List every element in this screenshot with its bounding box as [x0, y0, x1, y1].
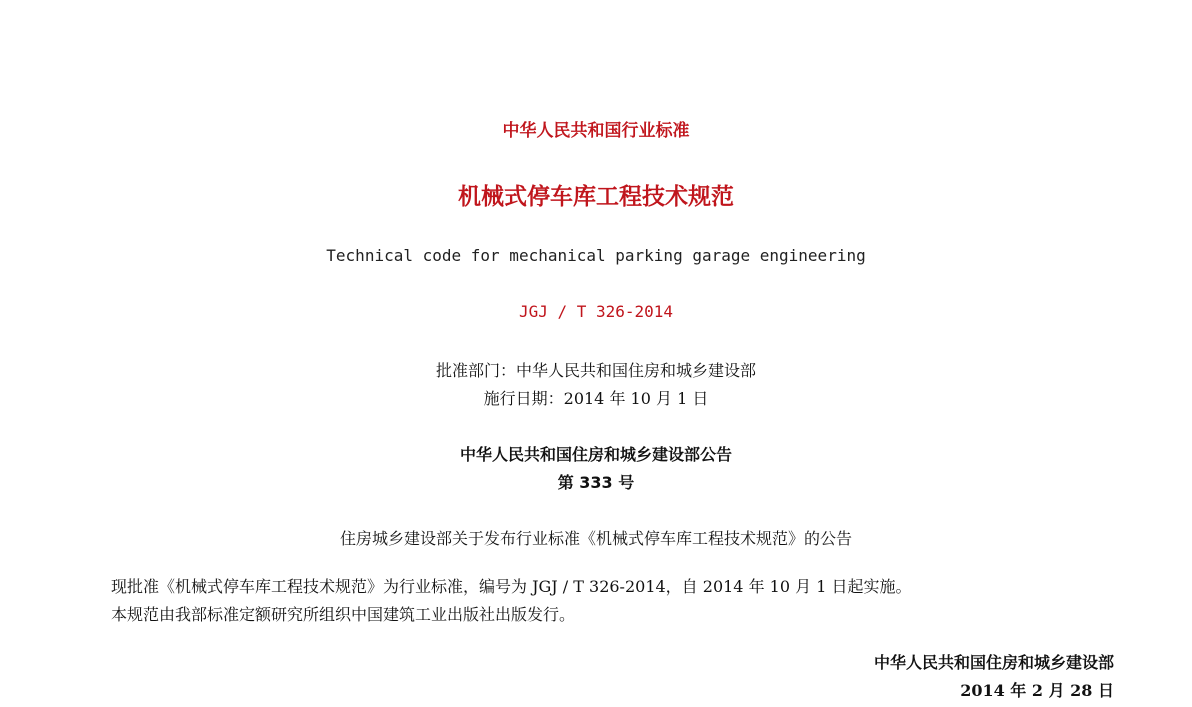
effective-date: 施行日期：2014 年 10 月 1 日 — [483, 389, 709, 408]
english-title: Technical code for mechanical parking garage engineering — [326, 246, 866, 265]
signature-issuer: 中华人民共和国住房和城乡建设部 — [873, 653, 1114, 672]
notice-subject: 住房城乡建设部关于发布行业标准《机械式停车库工程技术规范》的公告 — [339, 529, 852, 548]
notice-issuer-heading: 中华人民共和国住房和城乡建设部公告 — [459, 445, 732, 464]
approval-department: 批准部门：中华人民共和国住房和城乡建设部 — [435, 361, 756, 380]
notice-paragraph: 本规范由我部标准定额研究所组织中国建筑工业出版社出版发行。 — [111, 605, 576, 624]
document-title: 机械式停车库工程技术规范 — [458, 184, 734, 210]
standard-number: JGJ / T 326-2014 — [518, 302, 674, 321]
standard-category: 中华人民共和国行业标准 — [502, 121, 690, 141]
notice-number: 第 333 号 — [557, 473, 635, 492]
signature-date: 2014 年 2 月 28 日 — [960, 681, 1114, 700]
notice-paragraph: 现批准《机械式停车库工程技术规范》为行业标准，编号为 JGJ / T 326-2014，自 2014 年 10 月 1 日起实施。 — [111, 577, 912, 596]
